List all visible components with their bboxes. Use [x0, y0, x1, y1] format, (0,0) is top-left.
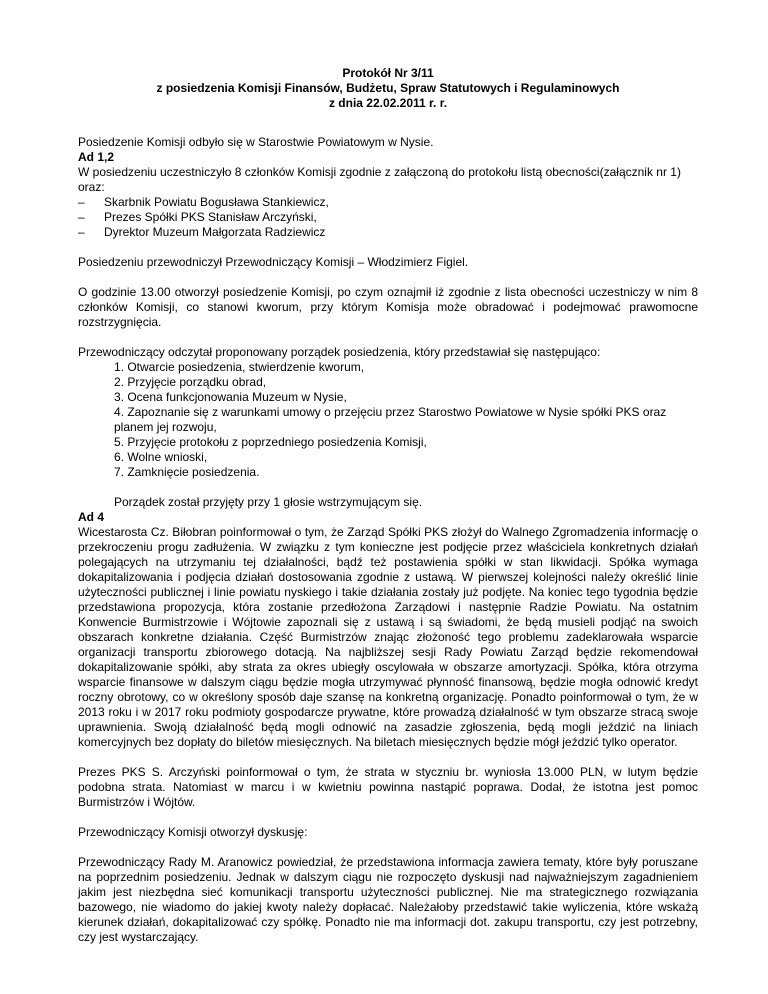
title-line-protocol-number: Protokół Nr 3/11	[342, 66, 434, 80]
opening-paragraph: O godzinie 13.00 otworzył posiedzenie Komisji, po czym oznajmił iż zgodnie z lista obecności uczestniczy w nim 8 członków Komisji, co stanowi kworum, przy którym Komisja może obradować i podejmować prawomocne rozstrzygnięcia.	[78, 285, 698, 329]
chair-paragraph: Posiedzeniu przewodniczył Przewodniczący Komisji – Włodzimierz Figiel.	[78, 255, 469, 269]
list-item: 1. Otwarcie posiedzenia, stwierdzenie kworum,	[114, 360, 365, 374]
document-title	[78, 0, 698, 111]
list-item: 7. Zamknięcie posiedzenia.	[114, 465, 260, 479]
section-heading-ad12: Ad 1,2	[78, 150, 115, 164]
pks-paragraph: Prezes PKS S. Arczyński poinformował o tym, że strata w styczniu br. wyniosła 13.000 PLN, w lutym będzie podobna strata. Natomiast w marcu i w kwietniu powinna nastąpić poprawa. Dodał, że istotna jest pomoc Burmistrzów i Wójtów.	[78, 765, 698, 809]
agenda-list	[78, 360, 698, 480]
aranowicz-paragraph: Przewodniczący Rady M. Aranowicz powiedział, że przedstawiona informacja zawiera tematy, które były poruszane na poprzednim posiedzeniu. Jednak w dalszym ciągu nie rozpoczęto dyskusji nad najważniejszym zagadnieniem jakim jest niezbędna sieć komunikacji transportu użyteczności publicznej. Nie ma strategicznego rozwiązania bazowego, nie wiadomo do jakiej kwoty należy dopłacać. Należałoby przedstawić takie wyliczenia, które wskażą kierunek działań, dokapitalizować czy spółkę. Ponadto nie ma informacji dot. zakupu transportu, czy jest potrzebny, czy jest wystarczający.	[78, 855, 698, 944]
section-heading-ad4: Ad 4	[78, 510, 105, 524]
list-item: – Skarbnik Powiatu Bogusława Stankiewicz,	[78, 195, 698, 210]
discussion-open-paragraph: Przewodniczący Komisji otworzył dyskusję:	[78, 825, 308, 839]
list-item: 2. Przyjęcie porządku obrad,	[114, 375, 267, 389]
list-item: 6. Wolne wnioski,	[114, 450, 208, 464]
agenda-intro-paragraph: Przewodniczący odczytał proponowany porządek posiedzenia, który przedstawiał się następująco:	[78, 345, 601, 359]
list-item: 5. Przyjęcie protokołu z poprzedniego posiedzenia Komisji,	[114, 435, 427, 449]
agenda-accepted-paragraph: Porządek został przyjęty przy 1 głosie wstrzymującym się.	[114, 495, 423, 509]
title-line-committee: z posiedzenia Komisji Finansów, Budżetu, Spraw Statutowych i Regulaminowych	[156, 81, 620, 95]
title-line-date: z dnia 22.02.2011 r. r.	[328, 96, 448, 110]
list-item: – Prezes Spółki PKS Stanisław Arczyński,	[78, 210, 698, 225]
ad4-paragraph: Wicestarosta Cz. Biłobran poinformował o tym, że Zarząd Spółki PKS złożył do Walnego Zgromadzenia informację o przekroczeniu progu zadłużenia. W związku z tym konieczne jest podjęcie przez właściciela konkretnych działań polegających na utrzymaniu tej działalności, bądź też postawienia spółki w stan likwidacji. Spółka wymaga dokapitalizowania i podjęcia działań dostosowania zgodnie z ustawą. W pierwszej kolejności należy określić linie użyteczności publicznej i linie powiatu nyskiego i takie działania zostały już podjęte. Na koniec tego tygodnia będzie przedstawiona propozycja, która zostanie przedłożona Zarządowi i następnie Radzie Powiatu. Na ostatnim Konwencie Burmistrzowie i Wójtowie zapoznali się z ustawą i są świadomi, że będą musieli podjąć na swoich obszarach konkretne działania. Część Burmistrzów znając złożoność tego problemu zadeklarowała wsparcie organizacji transportu zbiorowego dotacją. Na najbliższej sesji Rady Powiatu Zarząd będzie rekomendował dokapitalizowanie spółki, aby strata za okres ubiegły oscylowała w obszarze amortyzacji. Spółka, która otrzyma wsparcie finansowe w dalszym ciągu będzie mogła utrzymywać płynność finansową, będzie mogła odnowić kredyt roczny obrotowy, co w określony sposób daje szansę na konkretną organizację. Ponadto poinformował o tym, że w 2013 roku i w 2017 roku podmioty gospodarcze prywatne, które prowadzą działalność w tym obszarze stracą swoje uprawnienia. Swoją działalność będą mogli odnowić na zasadzie zgłoszenia, będą mogli jeździć na liniach komercyjnych bez dopłaty do biletów miesięcznych. Na biletach miesięcznych będzie mógł jeździć tylko operator.	[78, 525, 698, 749]
intro-paragraph: Posiedzenie Komisji odbyło się w Starostwie Powiatowym w Nysie.	[78, 135, 434, 149]
list-item: – Dyrektor Muzeum Małgorzata Radziewicz	[78, 225, 698, 240]
list-item: 3. Ocena funkcjonowania Muzeum w Nysie,	[114, 390, 347, 404]
guest-list	[78, 195, 698, 240]
list-item: 4. Zapoznanie się z warunkami umowy o przejęciu przez Starostwo Powiatowe w Nysie spółki PKS oraz planem jej rozwoju,	[114, 405, 667, 434]
attendance-paragraph: W posiedzeniu uczestniczyło 8 członków Komisji zgodnie z załączoną do protokołu listą obecności(załącznik nr 1) oraz:	[78, 165, 681, 194]
